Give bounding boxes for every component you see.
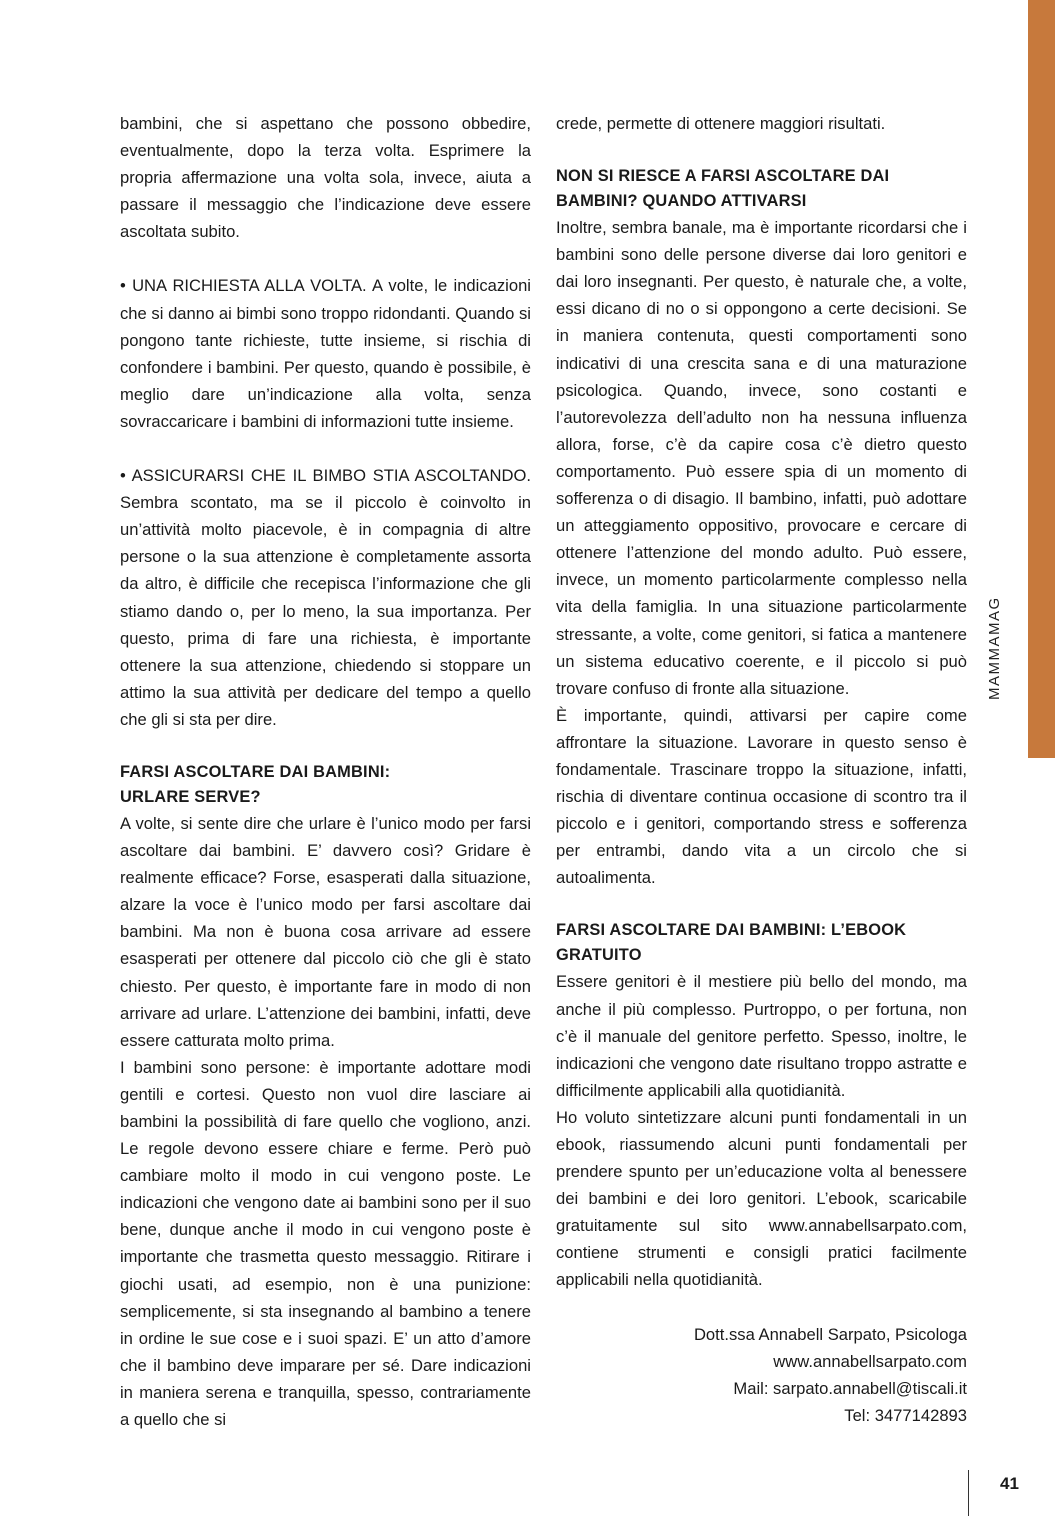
right-column <box>556 110 967 1429</box>
paragraph: È importante, quindi, attivarsi per capire come affrontare la situazione. Lavorare in questo senso è fondamentale. Trascinare troppo la situazione, infatti, rischia di diventare continua occasione di scontro tra il piccolo e i genitori, comportando stress e sofferenza per entrambi, dando vita a un circolo che si autoalimenta. <box>556 705 967 888</box>
left-column <box>120 110 531 1433</box>
paragraph: I bambini sono persone: è importante adottare modi gentili e cortesi. Questo non vuol dire lasciare ai bambini la possibilità di fare quello che vogliono, anzi. Le regole devono essere chiare e ferme. Però può cambiare molto il modo in cui vengono poste. Le indicazioni che vengono date ai bambini sono per il suo bene, dunque anche il modo in cui vengono poste è importante che trasmetta questo messaggio. Ritirare i giochi usati, ad esempio, non è una punizione: semplicemente, si sta insegnando al bambino a tenere in ordine le sue cose e i suoi spazi. E’ un atto d’amore che il bambino deve imparare per sé. Dare indicazioni in maniera serena e tranquilla, spesso, contrariamente a quello che si <box>120 1057 531 1430</box>
page-number: 41 <box>1000 1474 1019 1493</box>
section-heading: NON SI RIESCE A FARSI ASCOLTARE DAI BAMBINI? QUANDO ATTIVARSI <box>556 167 890 211</box>
paragraph: crede, permette di ottenere maggiori risultati. <box>556 114 886 133</box>
author-email: Mail: sarpato.annabell@tiscali.it <box>733 1378 967 1398</box>
section-heading <box>120 760 531 810</box>
author-signature <box>556 1321 967 1429</box>
paragraph: Essere genitori è il mestiere più bello del mondo, ma anche il più complesso. Purtroppo, o per fortuna, non c’è il manuale del genitore perfetto. Spesso, inoltre, le indicazioni che vengono date risultano troppo astratte e difficilmente applicabili alla quotidianità. <box>556 972 967 1100</box>
author-name: Dott.ssa Annabell Sarpato, Psicologa <box>693 1324 967 1344</box>
magazine-name: MAMMAMAG <box>986 596 1003 700</box>
paragraph: Inoltre, sembra banale, ma è importante ricordarsi che i bambini sono delle persone diverse dai loro genitori e dai loro insegnanti. Per questo, è naturale che, a volte, essi dicano di no o si oppongono a certe decisioni. Se in maniera contenuta, questi comportamenti sono indicativi di una crescita sana e di una maturazione psicologica. Quando, invece, sono costanti e l’autorevolezza dell’adulto non ha nessuna influenza allora, forse, c’è da capire cosa c’è dietro questo comportamento. Può essere spia di un momento di sofferenza o di disagio. Il bambino, infatti, può adottare un atteggiamento oppositivo, provocare e cercare di ottenere l’attenzione del mondo adulto. Può essere, invece, un momento particolarmente complesso nella vita della famiglia. In una situazione particolarmente stressante, a volte, come genitori, si fatica a mantenere un sistema educativo coerente, e il piccolo si può trovare confuso di fronte alla situazione. <box>556 218 967 698</box>
accent-bar <box>1028 0 1055 758</box>
author-website: www.annabellsarpato.com <box>773 1351 967 1371</box>
page-number-divider <box>968 1470 969 1516</box>
paragraph: Ho voluto sintetizzare alcuni punti fondamentali in un ebook, riassumendo alcuni punti fondamentali per prendere spunto per un’educazione volta al benessere dei bambini e dei loro genitori. L’ebook, scaricabile gratuitamente sul sito www.annabellsarpato.com, contiene strumenti e consigli pratici facilmente applicabili nella quotidianità. <box>556 1107 967 1290</box>
paragraph: • UNA RICHIESTA ALLA VOLTA. A volte, le indicazioni che si danno ai bimbi sono troppo ridondanti. Quando si pongono tante richieste, tutte insieme, si rischia di confondere i bambini. Per questo, quando è possibile, è meglio dare un’indicazione alla volta, senza sovraccaricare i bambini di informazioni tutte insieme. <box>120 276 531 431</box>
paragraph: A volte, si sente dire che urlare è l’unico modo per farsi ascoltare dai bambini. E’ davvero così? Gridare è realmente efficace? Forse, esasperati dalla situazione, alzare la voce è l’unico modo per farsi ascoltare dai bambini. Ma non è buona cosa arrivare ad essere esasperati per ottenere dal piccolo ciò che gli è stato chiesto. Per questo, è importante fare in modo di non arrivare ad urlare. L’attenzione dei bambini, infatti, deve essere catturata molto prima. <box>120 813 531 1050</box>
paragraph: bambini, che si aspettano che possono obbedire, eventualmente, dopo la terza volta. Esprimere la propria affermazione una volta sola, invece, aiuta a passare il messaggio che l’indicazione deve essere ascoltata subito. <box>120 114 531 242</box>
heading-line: URLARE SERVE? <box>120 787 261 806</box>
author-phone: Tel: 3477142893 <box>844 1405 967 1425</box>
section-heading: FARSI ASCOLTARE DAI BAMBINI: L’EBOOK GRATUITO <box>556 921 907 965</box>
paragraph: • ASSICURARSI CHE IL BIMBO STIA ASCOLTANDO. Sembra scontato, ma se il piccolo è coinvolto in un’attività molto piacevole, è in compagnia di altre persone o la sua attenzione è completamente assorta da altro, è difficile che recepisca l’informazione che gli stiamo dando o, per lo meno, la sua importanza. Per questo, prima di fare una richiesta, è importante ottenere la sua attenzione, chiedendo si stoppare un attimo la sua attività per dedicare del tempo a quello che gli si sta per dire. <box>120 466 531 729</box>
heading-line: FARSI ASCOLTARE DAI BAMBINI: <box>120 762 391 781</box>
